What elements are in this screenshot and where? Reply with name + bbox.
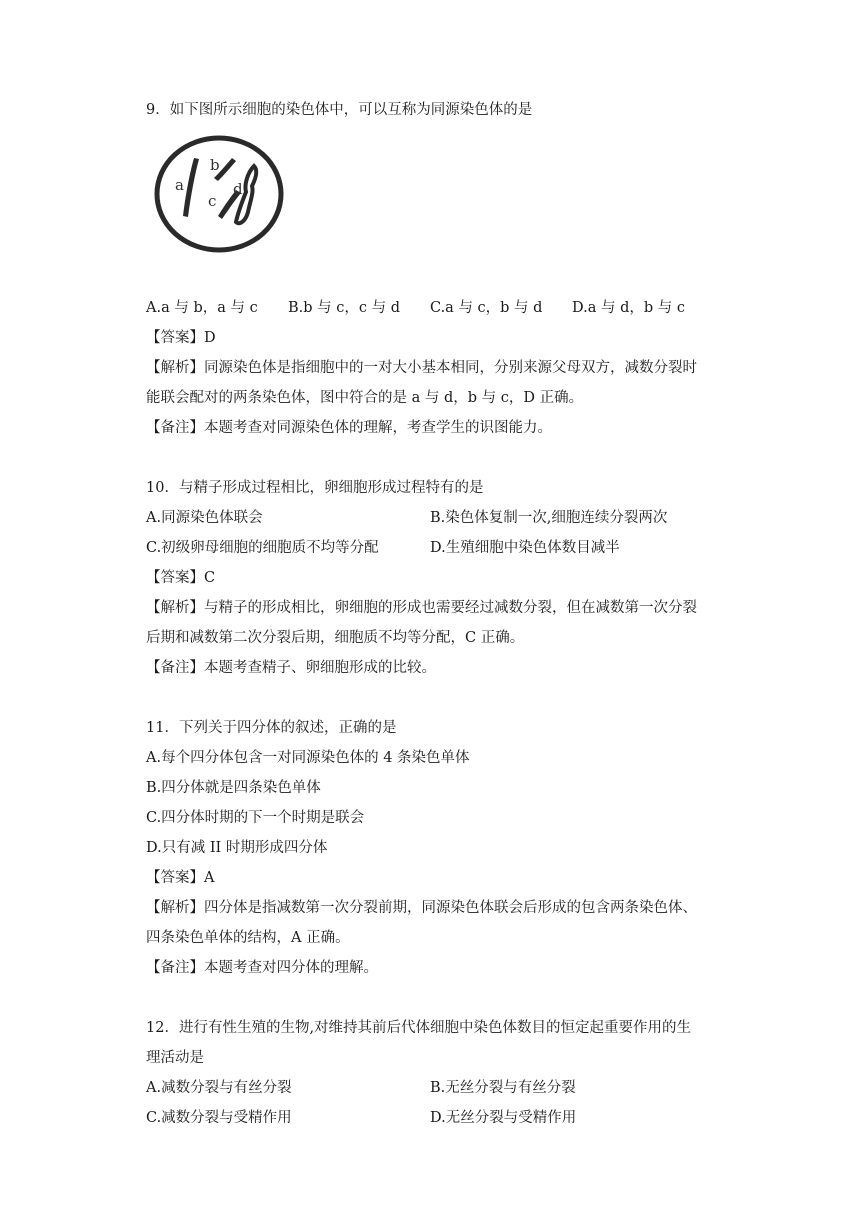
chromosome-label-a: a — [175, 176, 184, 194]
question-12-stem-line-1: 12．进行有性生殖的生物,对维持其前后代体细胞中染色体数目的恒定起重要作用的生 — [146, 1020, 692, 1036]
question-9-stem: 9．如下图所示细胞的染色体中，可以互称为同源染色体的是 — [146, 102, 533, 118]
question-9-option-d: D.a 与 d，b 与 c — [572, 300, 685, 316]
question-11-note: 【备注】本题考查对四分体的理解。 — [146, 960, 378, 976]
chromosome-label-d: d — [233, 180, 243, 198]
chromosome-label-c: c — [208, 192, 217, 210]
question-10-option-c: C.初级卵母细胞的细胞质不均等分配 — [146, 540, 379, 556]
question-10-stem: 10．与精子形成过程相比，卵细胞形成过程特有的是 — [146, 480, 484, 496]
question-9-option-b: B.b 与 c，c 与 d — [288, 300, 401, 316]
question-11-option-a: A.每个四分体包含一对同源染色体的 4 条染色单体 — [146, 750, 470, 766]
question-9-note: 【备注】本题考查对同源染色体的理解，考查学生的识图能力。 — [146, 420, 552, 436]
question-12-stem-line-2: 理活动是 — [146, 1050, 204, 1066]
question-11-option-b: B.四分体就是四条染色单体 — [146, 780, 321, 796]
question-10-answer: 【答案】C — [146, 570, 216, 586]
question-9-option-c: C.a 与 c，b 与 d — [430, 300, 543, 316]
cell-membrane — [157, 138, 281, 250]
question-11-option-c: C.四分体时期的下一个时期是联会 — [146, 810, 365, 826]
question-11-analysis-line-2: 四条染色单体的结构，A 正确。 — [146, 930, 350, 946]
question-9-analysis-line-2: 能联会配对的两条染色体，图中符合的是 a 与 d，b 与 c，D 正确。 — [146, 390, 584, 406]
chromosome-cell-figure — [150, 132, 288, 256]
question-9-option-a: A.a 与 b，a 与 c — [146, 300, 258, 316]
question-9-answer: 【答案】D — [146, 330, 216, 346]
question-10-option-b: B.染色体复制一次,细胞连续分裂两次 — [430, 510, 668, 526]
question-12-option-d: D.无丝分裂与受精作用 — [430, 1110, 577, 1126]
chromosome-a — [183, 158, 199, 217]
question-10-note: 【备注】本题考查精子、卵细胞形成的比较。 — [146, 660, 436, 676]
question-12-option-a: A.减数分裂与有丝分裂 — [146, 1080, 292, 1096]
question-10-option-d: D.生殖细胞中染色体数目减半 — [430, 540, 620, 556]
question-11-stem: 11．下列关于四分体的叙述，正确的是 — [146, 720, 397, 736]
question-11-option-d: D.只有减 II 时期形成四分体 — [146, 840, 328, 856]
question-10-analysis-line-1: 【解析】与精子的形成相比，卵细胞的形成也需要经过减数分裂，但在减数第一次分裂 — [146, 600, 697, 616]
question-10-option-a: A.同源染色体联会 — [146, 510, 263, 526]
question-11-answer: 【答案】A — [146, 870, 215, 886]
question-9-analysis-line-1: 【解析】同源染色体是指细胞中的一对大小基本相同，分别来源父母双方，减数分裂时 — [146, 360, 697, 376]
question-12-option-c: C.减数分裂与受精作用 — [146, 1110, 292, 1126]
chromosome-label-b: b — [210, 156, 220, 174]
question-11-analysis-line-1: 【解析】四分体是指减数第一次分裂前期，同源染色体联会后形成的包含两条染色体、 — [146, 900, 697, 916]
question-12-option-b: B.无丝分裂与有丝分裂 — [430, 1080, 576, 1096]
question-10-analysis-line-2: 后期和减数第二次分裂后期，细胞质不均等分配，C 正确。 — [146, 630, 525, 646]
